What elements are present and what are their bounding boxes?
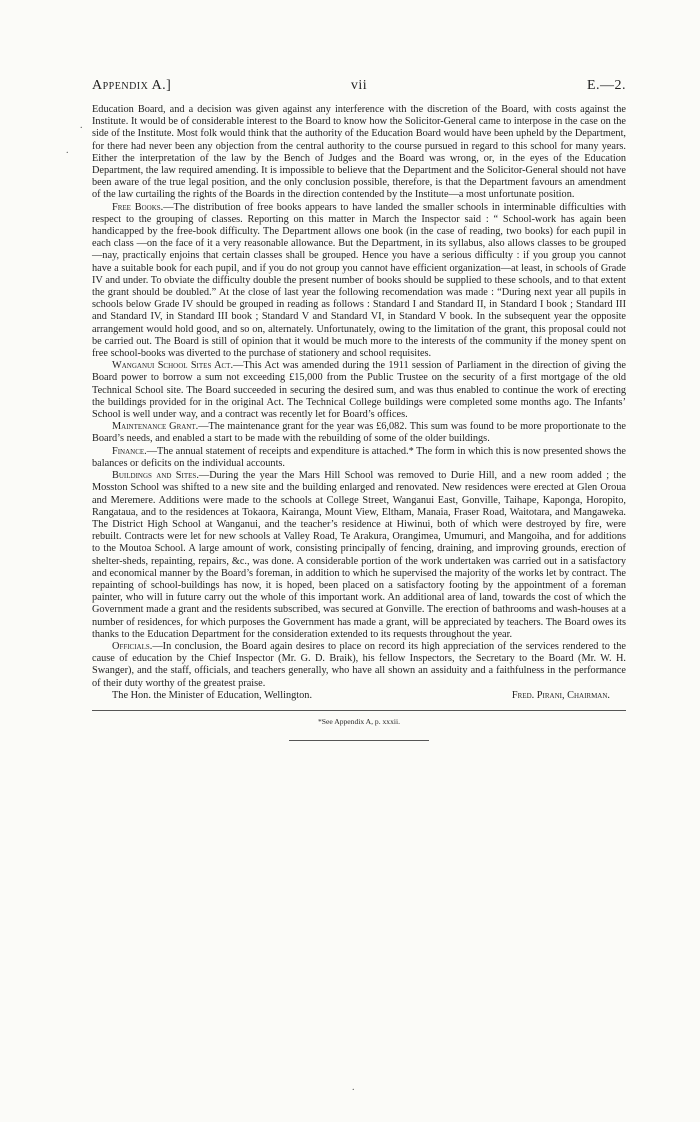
report-body (92, 104, 626, 741)
footnote: *See Appendix A, p. xxxii. (317, 716, 401, 726)
margin-mark: . (66, 145, 69, 156)
paragraph-heading: Wanganui School Sites Act. (112, 360, 234, 372)
paragraph-text: —The annual statement of receipts and expenditure is attached.* The form in which this is now presented shows the balances or deficits on the individual accounts. (92, 445, 626, 469)
signoff-addressee: The Hon. the Minister of Education, Wellington. (112, 689, 313, 701)
paragraph-maintenance-grant (92, 421, 626, 445)
header-appendix: Appendix A.] (92, 78, 172, 93)
paragraph-heading: Officials. (112, 640, 153, 652)
paragraph-officials (92, 641, 626, 690)
footnote-rule (92, 710, 626, 711)
paragraph-free-books (92, 202, 626, 361)
page-header (92, 78, 626, 98)
paragraph-heading: Finance. (112, 445, 147, 457)
paragraph-text: —During the year the Mars Hill School was removed to Durie Hill, and a new room added ; the Mosston School was shifted to a new site and the building enlarged and renovated. New residences were erected at Glen Oroua and Meremere. Additions were made to the schools at College Street, Wanganui East, Gonville, Taihape, Kaponga, Horopito, Rangataua, and to the residences at Tokaora, Kairanga, Mount View, Eltham, Manaia, Fraser Road, Waitotara, and Mangaweka. The District High School at Wanganui, and the teacher’s residence at Hiwinui, both of which were destroyed by fire, were rebuilt. Contracts were let for new schools at Valley Road, Te Arakura, Orangimea, Umumuri, and Mangoiha, and for additions to the Moutoa School. A large amount of work, consisting principally of fencing, draining, and improving grounds, erection of shelter-sheds, repainting, repairs, &c., was done. A considerable portion of the work undertaken was carried out in a satisfactory and economical manner by the Board’s foreman, in addition to which he supervised the majority of the works let by contract. The repainting of school-buildings has now, it is hoped, been placed on a satisfactory footing by the appointment of a foreman painter, who will in future carry out the whole of this important work. An additional area of land, towards the cost of which the Government made a grant and the residents subscribed, was secured at Gonville. The erection of bathrooms and wash-houses at a number of residences, for which purposes the Government has made a grant, will be appreciated by teachers. The Board owes its thanks to the Education Department for the consideration extended to its requests throughout the year. (92, 470, 626, 640)
paragraph-text: —The distribution of free books appears to have landed the smaller schools in interminable difficulties with respect to the grouping of classes. Reporting on this matter in March the Inspector said : “ School-work has again been handicapped by the free-book difficulty. The Department allows one book (in the case of reading, two books) for each pupil in each class —on the face of it a very reasonable allowance. But the Department, in its syllabus, also allows classes to be grouped—nay, practically enjoins that certain classes shall be grouped. Hence you have a serious difficulty : if you group you cannot have a suitable book for each pupil, and if you do not group you cannot have efficient organization—at least, in schools of Grade IV and under. To obviate the difficulty double the present number of books should be supplied to these schools, and to that extent the grant should be doubled.” At the close of last year the following recomendation was made : “During next year all pupils in schools below Grade IV should be grouped in reading as follows : Standard I and Standard II, in Standard I book ; Standard III and Standard IV, in Standard III book ; Standard V and Standard VI, in Standard V book. In the subsequent year the opposite arrangement would hold good, and so on, alternately. Unfortunately, owing to the limitation of the grant, this proposal could not be carried out. The Board is still of opinion that it would be much more to the interests of the community if the money spent on free school-books was diverted to the purchase of stationery and school requisites. (92, 201, 626, 360)
closing-rule (289, 740, 429, 741)
signoff (92, 690, 626, 703)
paragraph-finance (92, 446, 626, 470)
paragraph-text: —In conclusion, the Board again desires to place on record its high appreciation of the services rendered to the cause of education by the Chief Inspector (Mr. G. D. Braik), his fellow Inspectors, the Secretary to the Board (Mr. W. H. Swanger), and the staff, officials, and teachers generally, who have all shown an assiduity and a faithfulness in the performance of their duty worthy of the greatest praise. (92, 640, 626, 689)
paragraph-text: —The maintenance grant for the year was £6,082. This sum was found to be more proportionate to the Board’s needs, and enabled a start to be made with the rebuilding of some of the older buildings. (92, 421, 626, 445)
paragraph-school-sites-act (92, 360, 626, 421)
paragraph-text: —This Act was amended during the 1911 session of Parliament in the direction of giving the Board power to borrow a sum not exceeding £15,000 from the Public Trustee on the security of a first mortgage of the old Technical School site. The Board succeeded in securing the desired sum, and was thus enabled to continue the work of erecting the buildings provided for in the original Act. The Technical College buildings were completed some months ago. The Infants’ School is well under way, and a contract was recently let for Board’s offices. (92, 360, 626, 421)
header-page-number: vii (350, 78, 368, 93)
paragraph-heading: Maintenance Grant. (112, 421, 199, 433)
signoff-signature: Fred. Pirani, Chairman. (511, 689, 610, 701)
paragraph-heading: Buildings and Sites. (112, 470, 199, 482)
paragraph-buildings-and-sites (92, 470, 626, 641)
header-reference: E.—2. (586, 78, 626, 93)
paragraph-text: Education Board, and a decision was given against any interference with the discretion of the Board, with costs against the Institute. It would be of considerable interest to the Board to know how the Solicitor-General came to interpose in the case on the side of the Institute. Most folk would think that the authority of the Education Board would have been upheld by the Department, for there had never been any objection from the central authority to the course pursued in regard to this school for many years. Either the interpretation of the law by the Bench of Judges and the Board was wrong, or, in the eyes of the Education Department, the law required amending. It is impossible to believe that the Department and the Solicitor-General should not have been aware of the true legal position, and the only conclusion possible, therefore, is that the Department favours an amendment of the law curtailing the rights of the Boards in the direction contended by the Institute—a most unfortunate position. (92, 104, 626, 201)
margin-mark: . (80, 120, 83, 131)
paragraph-heading: Free Books. (112, 201, 164, 213)
margin-mark: . (352, 1082, 355, 1093)
paragraph-education-board (92, 104, 626, 202)
